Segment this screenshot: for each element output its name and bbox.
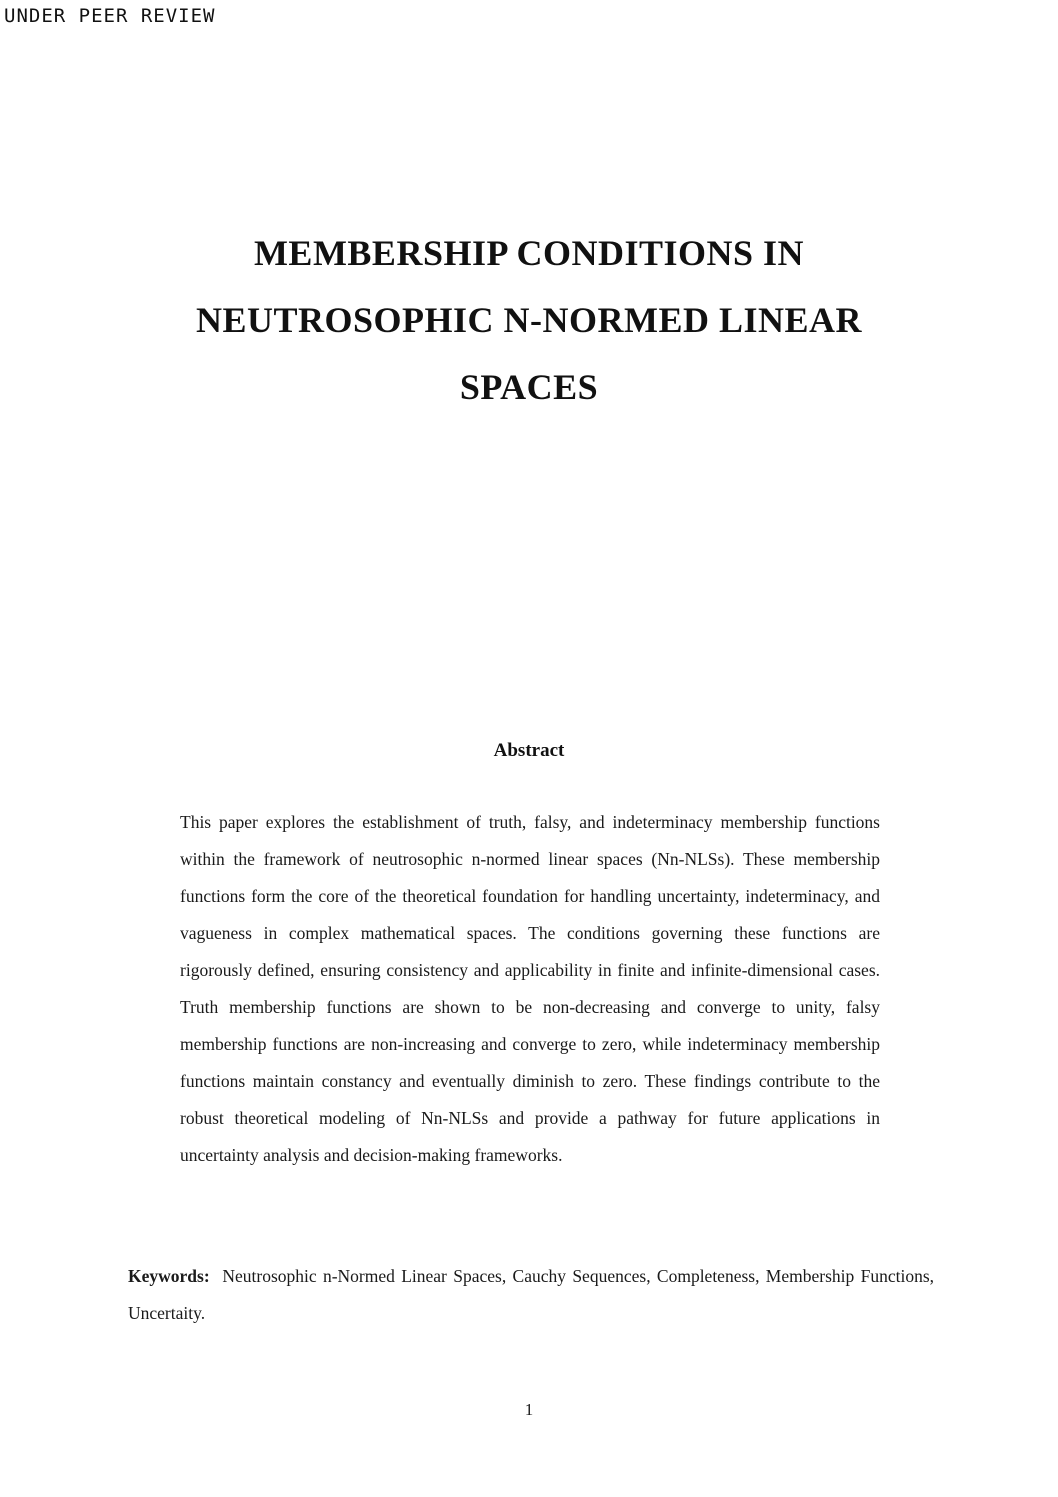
- peer-review-watermark: UNDER PEER REVIEW: [4, 5, 216, 27]
- paper-title: [0, 220, 1058, 421]
- abstract-text: This paper explores the establishment of truth, falsy, and indeterminacy membership functions within the framework of neutrosophic n-normed linear spaces (Nn-NLSs). These membership functions form the core of the theoretical foundation for handling uncertainty, indeterminacy, and vagueness in complex mathematical spaces. The conditions governing these functions are rigorously defined, ensuring consistency and applicability in finite and infinite-dimensional cases. Truth membership functions are shown to be non-decreasing and converge to unity, falsy membership functions are non-increasing and converge to zero, while indeterminacy membership functions maintain constancy and eventually diminish to zero. These findings contribute to the robust theoretical modeling of Nn-NLSs and provide a pathway for future applications in uncertainty analysis and decision-making frameworks.: [180, 812, 880, 1165]
- keywords-label: Keywords:: [128, 1266, 210, 1286]
- page-number: 1: [524, 1400, 534, 1419]
- keywords-text: Neutrosophic n-Normed Linear Spaces, Cauchy Sequences, Completeness, Membership Functions, Uncertaity.: [128, 1266, 935, 1323]
- title-line-1: MEMBERSHIP CONDITIONS IN: [253, 233, 805, 273]
- title-line-2: NEUTROSOPHIC N-NORMED LINEAR: [195, 300, 863, 340]
- keywords-line: [128, 1258, 934, 1332]
- abstract-heading: Abstract: [493, 740, 565, 761]
- title-line-3: SPACES: [459, 367, 599, 407]
